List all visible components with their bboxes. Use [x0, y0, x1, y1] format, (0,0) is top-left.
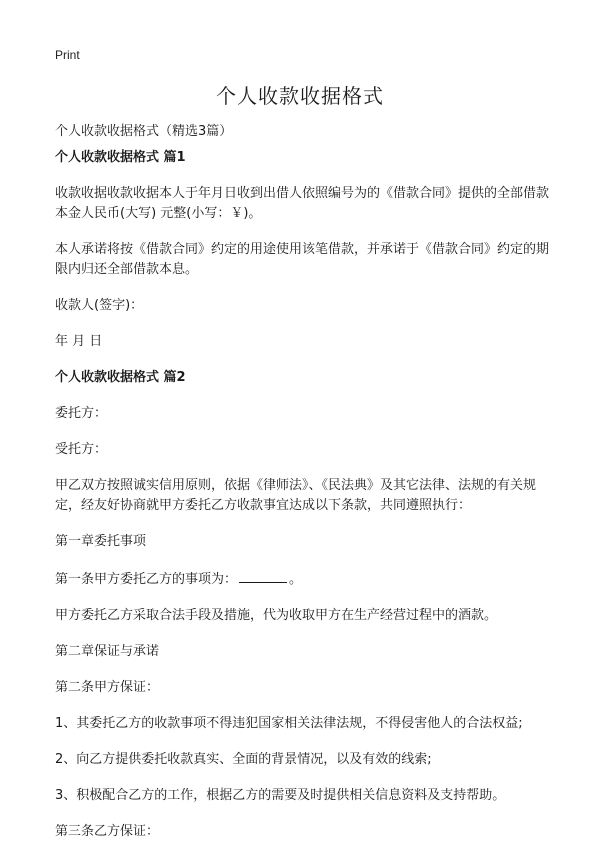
document-title: 个人收款收据格式	[216, 84, 384, 108]
article-1	[55, 568, 560, 590]
paragraph-promise: 本人承诺将按《借款合同》约定的用途使用该笔借款，并承诺于《借款合同》约定的期限内归还全部借款本息。	[55, 242, 550, 277]
document-body	[55, 148, 560, 858]
article-3: 第三条乙方保证：	[55, 824, 160, 839]
list-item-1: 1、其委托乙方的收款事项不得违犯国家相关法律法规，不得侵害他人的合法权益;	[55, 716, 523, 731]
chapter-1-heading: 第一章委托事项	[55, 534, 147, 549]
paragraph-principal: 委托方：	[55, 406, 108, 421]
list-item-2: 2、向乙方提供委托收款真实、全面的背景情况，以及有效的线索;	[55, 752, 432, 767]
paragraph-agent: 受托方：	[55, 442, 108, 457]
paragraph-agreement-basis: 甲乙双方按照诚实信用原则，依据《律师法》、《民法典》及其它法律、法规的有关规定，经友好协商就甲方委托乙方收款事宜达成以下条款，共同遵照执行：	[55, 478, 537, 513]
fill-in-blank	[239, 568, 287, 583]
paragraph-date: 年 月 日	[55, 334, 103, 349]
section-heading-2: 个人收款收据格式 篇2	[55, 370, 186, 385]
list-item-3: 3、积极配合乙方的工作，根据乙方的需要及时提供相关信息资料及支持帮助。	[55, 788, 506, 803]
article-1-text: 第一条甲方委托乙方的事项为：	[55, 572, 238, 587]
print-label: Print	[55, 48, 80, 62]
chapter-2-heading: 第二章保证与承诺	[55, 644, 160, 659]
document-subtitle: 个人收款收据格式（精选3篇）	[55, 124, 233, 139]
article-1-end: 。	[289, 572, 303, 587]
article-2: 第二条甲方保证：	[55, 680, 160, 695]
paragraph-payee-signature: 收款人(签字)：	[55, 298, 144, 313]
paragraph-receipt: 收款收据收款收据本人于年月日收到出借人依照编号为的《借款合同》提供的全部借款本金人民币(大写) 元整(小写：￥)。	[55, 186, 550, 221]
section-heading-1: 个人收款收据格式 篇1	[55, 150, 186, 165]
paragraph-collection-scope: 甲方委托乙方采取合法手段及措施，代为收取甲方在生产经营过程中的酒款。	[55, 608, 498, 623]
